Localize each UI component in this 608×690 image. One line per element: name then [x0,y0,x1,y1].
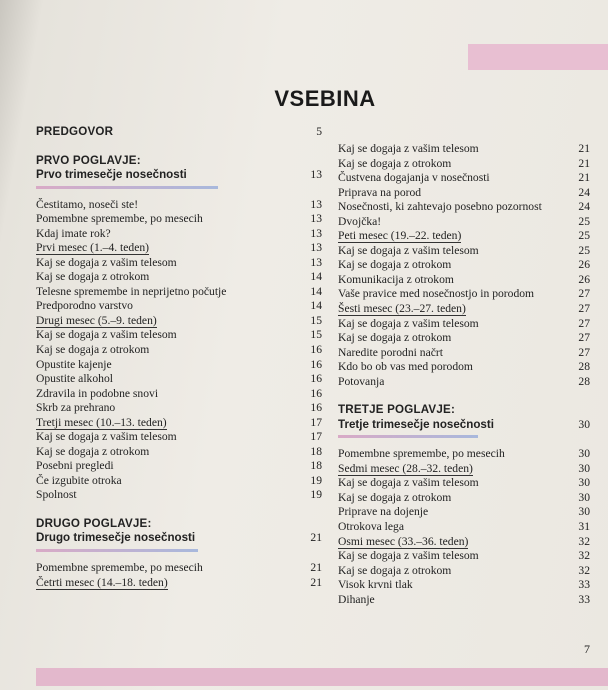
toc-entry-title: Kaj se dogaja z vašim telesom [338,476,479,490]
toc-entry-title: Kaj se dogaja z otrokom [36,270,150,284]
toc-entry [36,430,322,445]
toc-entry-page: 32 [578,534,590,548]
toc-entry-title: Kaj se dogaja z vašim telesom [338,549,479,563]
toc-entry-page: 14 [310,284,322,298]
toc-entry-page: 21 [578,142,590,155]
toc-entry [338,317,590,332]
toc-entry-page: 13 [310,212,322,226]
toc-entry-title: Kaj se dogaja z vašim telesom [36,430,177,444]
toc-entry-title: Sedmi mesec (28.–32. teden) [338,461,473,475]
pink-bottom-stripe [36,668,608,686]
toc-entry [338,244,590,259]
toc-entry-title: Čustvena dogajanja v nosečnosti [338,171,490,185]
toc-entry-title: Visok krvni tlak [338,578,413,592]
chapter-3-page: 30 [578,417,590,431]
toc-entry-title: Kaj se dogaja z otrokom [36,342,150,356]
toc-entry-title: Kaj se dogaja z otrokom [338,258,452,272]
chapter-2-list [36,561,322,590]
toc-entry-title: Priprave na dojenje [338,505,429,519]
toc-entry-title: Priprava na porod [338,185,422,199]
toc-entry [36,299,322,314]
toc-entry-page: 17 [310,415,322,429]
preface-page: 5 [316,125,322,138]
toc-entry-page: 15 [310,313,322,327]
toc-entry [36,387,322,402]
toc-entry-title: Vaše pravice med nosečnostjo in porodom [338,287,535,301]
chapter-2-heading: DRUGO POGLAVJE: [36,516,152,530]
toc-entry [338,462,590,477]
chapter-1-subtitle: Prvo trimesečje nosečnosti [36,168,187,181]
toc-entry [36,227,322,242]
toc-entry [36,488,322,503]
toc-entry-title: Opustite kajenje [36,357,112,371]
toc-entry [338,564,590,579]
toc-entry-page: 27 [578,345,590,359]
toc-entry-title: Spolnost [36,488,77,502]
toc-entry [36,328,322,343]
toc-entry-page: 27 [578,287,590,301]
toc-entry-page: 30 [578,490,590,504]
toc-entry-page: 28 [578,374,590,388]
toc-entry [338,215,590,230]
toc-entry-page: 31 [578,520,590,534]
toc-entry [338,593,590,608]
toc-entry [338,346,590,361]
toc-entry-title: Zdravila in podobne snovi [36,386,159,400]
toc-entry-page: 33 [578,592,590,606]
toc-entry [36,416,322,431]
toc-entry-title: Kaj se dogaja z otrokom [338,490,452,504]
toc-entry-title: Kdaj imate rok? [36,226,111,240]
page-title: VSEBINA [274,86,376,111]
toc-entry [36,241,322,256]
toc-entry-page: 16 [310,342,322,356]
toc-entry-title: Osmi mesec (33.–36. teden) [338,534,469,548]
pink-tab-decoration [468,44,608,70]
toc-entry-page: 32 [578,563,590,577]
toc-entry-title: Potovanja [338,374,385,388]
toc-entry-title: Opustite alkohol [36,372,113,386]
toc-entry-page: 26 [578,272,590,286]
toc-entry-page: 27 [578,302,590,316]
toc-entry-page: 16 [310,357,322,371]
toc-entry-title: Predporodno varstvo [36,299,133,313]
toc-entry-page: 15 [310,328,322,342]
toc-entry [338,360,590,375]
toc-entry [338,142,590,157]
toc-entry [338,578,590,593]
toc-entry [36,459,322,474]
toc-entry-title: Kaj se dogaja z otrokom [338,156,452,170]
toc-entry [36,561,322,576]
toc-entry-title: Kaj se dogaja z vašim telesom [36,328,177,342]
toc-entry-page: 19 [310,473,322,487]
toc-entry-title: Kaj se dogaja z vašim telesom [338,243,479,257]
chapter-2-subtitle: Drugo trimesečje nosečnosti [36,531,196,545]
toc-entry-page: 16 [310,372,322,386]
toc-entry [338,171,590,186]
toc-entry [338,535,590,550]
toc-entry-title: Drugi mesec (5.–9. teden) [36,313,157,327]
toc-entry-page: 25 [578,243,590,257]
chapter-2-header [36,517,322,552]
toc-left-column [36,125,322,590]
toc-entry-title: Skrb za prehrano [36,401,116,415]
toc-entry [338,287,590,302]
preface-label: PREDGOVOR [36,125,114,138]
toc-entry [36,212,322,227]
toc-entry [36,401,322,416]
toc-entry [36,343,322,358]
toc-entry [338,331,590,346]
toc-entry-page: 18 [310,459,322,473]
toc-entry [338,476,590,491]
toc-entry [36,256,322,271]
toc-entry-title: Peti mesec (19.–22. teden) [338,229,462,243]
toc-entry-title: Pomembne spremembe, po mesecih [36,560,203,574]
toc-entry [36,270,322,285]
toc-entry [338,200,590,215]
toc-entry-page: 16 [310,401,322,415]
chapter-1-list [36,198,322,503]
toc-entry-title: Četrti mesec (14.–18. teden) [36,575,168,589]
toc-entry-title: Nosečnosti, ki zahtevajo posebno pozornost [338,200,542,214]
toc-entry-page: 24 [578,200,590,214]
toc-entry-title: Kaj se dogaja z vašim telesom [36,255,177,269]
toc-entry [338,229,590,244]
toc-entry-page: 21 [578,156,590,170]
toc-entry-page: 16 [310,386,322,400]
toc-entry-page: 14 [310,299,322,313]
toc-entry-page: 19 [310,488,322,502]
toc-entry-title: Kaj se dogaja z vašim telesom [338,316,479,330]
toc-entry [36,358,322,373]
toc-entry [36,372,322,387]
toc-entry [338,520,590,535]
toc-entry-page: 25 [578,229,590,243]
toc-entry-title: Če izgubite otroka [36,473,122,487]
toc-entry-page: 24 [578,185,590,199]
toc-entry [36,198,322,213]
toc-entry-title: Telesne spremembe in neprijetno počutje [36,284,227,298]
toc-entry-title: Tretji mesec (10.–13. teden) [36,415,167,429]
toc-entry [36,285,322,300]
toc-entry-title: Otrokova lega [338,520,404,534]
toc-preface [36,125,322,140]
toc-entry [338,157,590,172]
toc-entry-page: 14 [310,270,322,284]
chapter-3-heading: TRETJE POGLAVJE: [338,403,456,417]
toc-entry [338,273,590,288]
toc-entry-page: 26 [578,258,590,272]
toc-entry-title: Kaj se dogaja z otrokom [36,444,150,458]
toc-entry-page: 13 [310,197,322,211]
toc-entry [338,258,590,273]
toc-entry [338,447,590,462]
toc-entry-page: 30 [578,447,590,461]
toc-entry-title: Kaj se dogaja z otrokom [338,331,452,345]
toc-entry-page: 13 [310,241,322,255]
chapter-3-subtitle: Tretje trimesečje nosečnosti [338,417,494,431]
page-number: 7 [584,642,590,656]
toc-entry-page: 25 [578,214,590,228]
chapter-1-page: 13 [310,168,322,181]
toc-entry-title: Prvi mesec (1.–4. teden) [36,241,150,255]
chapter-2-continued-list [338,142,590,389]
toc-entry-title: Komunikacija z otrokom [338,272,454,286]
chapter-1-header [36,154,322,189]
toc-entry-page: 27 [578,316,590,330]
toc-entry-title: Šesti mesec (23.–27. teden) [338,302,466,316]
toc-entry [338,375,590,390]
toc-entry-page: 30 [578,461,590,475]
toc-entry-title: Posebni pregledi [36,459,114,473]
toc-entry [338,491,590,506]
toc-entry-page: 21 [310,560,322,574]
toc-entry-page: 30 [578,505,590,519]
toc-entry-title: Dihanje [338,592,375,606]
toc-entry [338,549,590,564]
chapter-2-page: 21 [310,531,322,545]
toc-entry-title: Kaj se dogaja z otrokom [338,563,452,577]
toc-entry-title: Kdo bo ob vas med porodom [338,360,473,374]
toc-entry-page: 33 [578,578,590,592]
toc-entry-page: 27 [578,331,590,345]
chapter-3-header [338,403,590,438]
toc-entry [338,505,590,520]
toc-entry-page: 18 [310,444,322,458]
toc-entry-title: Dvojčka! [338,214,382,228]
toc-entry-page: 28 [578,360,590,374]
toc-entry-page: 21 [310,575,322,589]
toc-entry-page: 32 [578,549,590,563]
toc-entry-page: 17 [310,430,322,444]
toc-entry-title: Kaj se dogaja z vašim telesom [338,142,479,155]
toc-entry-page: 21 [578,171,590,185]
toc-entry-title: Pomembne spremembe, po mesecih [338,447,505,461]
toc-entry [338,302,590,317]
chapter-1-heading: PRVO POGLAVJE: [36,153,141,167]
toc-entry-page: 13 [310,226,322,240]
toc-entry-title: Naredite porodni načrt [338,345,443,359]
toc-entry-title: Pomembne spremembe, po mesecih [36,212,203,226]
toc-right-column [338,142,590,607]
chapter-3-list [338,447,590,607]
toc-entry-title: Čestitamo, noseči ste! [36,197,139,211]
toc-entry [36,474,322,489]
toc-entry-page: 13 [310,255,322,269]
toc-entry [338,186,590,201]
toc-entry [36,576,322,591]
toc-entry [36,445,322,460]
toc-entry [36,314,322,329]
toc-entry-page: 30 [578,476,590,490]
